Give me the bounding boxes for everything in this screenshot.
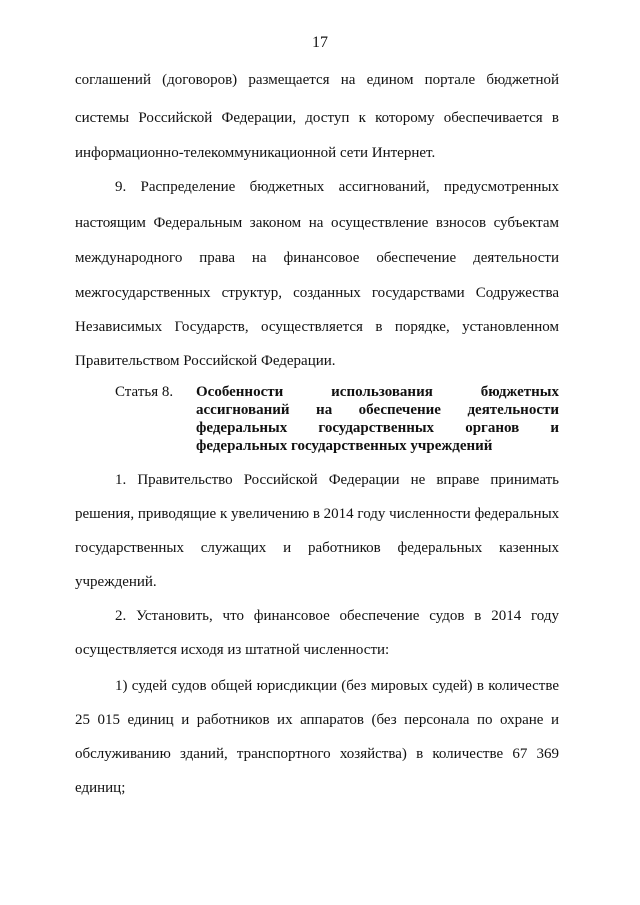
text-line: 9. Распределение бюджетных ассигнований, предусмотренных [115, 179, 559, 195]
text-line: 2. Установить, что финансовое обеспечение судов в 2014 году [115, 608, 559, 624]
text-line: Правительством Российской Федерации. [75, 353, 336, 369]
text-line: настоящим Федеральным законом на осуществление взносов субъектам [75, 215, 559, 231]
text-line: 25 015 единиц и работников их аппаратов (без персонала по охране и [75, 712, 559, 728]
text-line: решения, приводящие к увеличению в 2014 году численности федеральных [75, 506, 560, 522]
article-title-line: ассигнований на обеспечение деятельности [196, 402, 559, 418]
text-line: единиц; [75, 780, 126, 796]
article-title-line: федеральных государственных органов и [196, 420, 559, 436]
text-line: соглашений (договоров) размещается на едином портале бюджетной [75, 72, 559, 88]
text-line: учреждений. [75, 574, 157, 590]
text-line: информационно-телекоммуникационной сети Интернет. [75, 145, 436, 161]
text-line: 1. Правительство Российской Федерации не вправе принимать [115, 472, 559, 488]
article-title-line: федеральных государственных учреждений [196, 438, 493, 454]
text-line: международного права на финансовое обеспечение деятельности [75, 250, 559, 266]
text-line: осуществляется исходя из штатной численности: [75, 642, 390, 658]
article-title-line: Особенности использования бюджетных [196, 384, 559, 400]
article-label: Статья 8. [115, 384, 174, 400]
text-line: Независимых Государств, осуществляется в порядке, установленном [75, 319, 559, 335]
page-number: 17 [312, 34, 328, 51]
text-line: 1) судей судов общей юрисдикции (без мировых судей) в количестве [115, 678, 559, 694]
text-line: системы Российской Федерации, доступ к которому обеспечивается в [75, 110, 559, 126]
text-line: обслуживанию зданий, транспортного хозяйства) в количестве 67 369 [75, 746, 559, 762]
text-line: государственных служащих и работников федеральных казенных [75, 540, 559, 556]
text-line: межгосударственных структур, созданных государствами Содружества [75, 285, 559, 301]
